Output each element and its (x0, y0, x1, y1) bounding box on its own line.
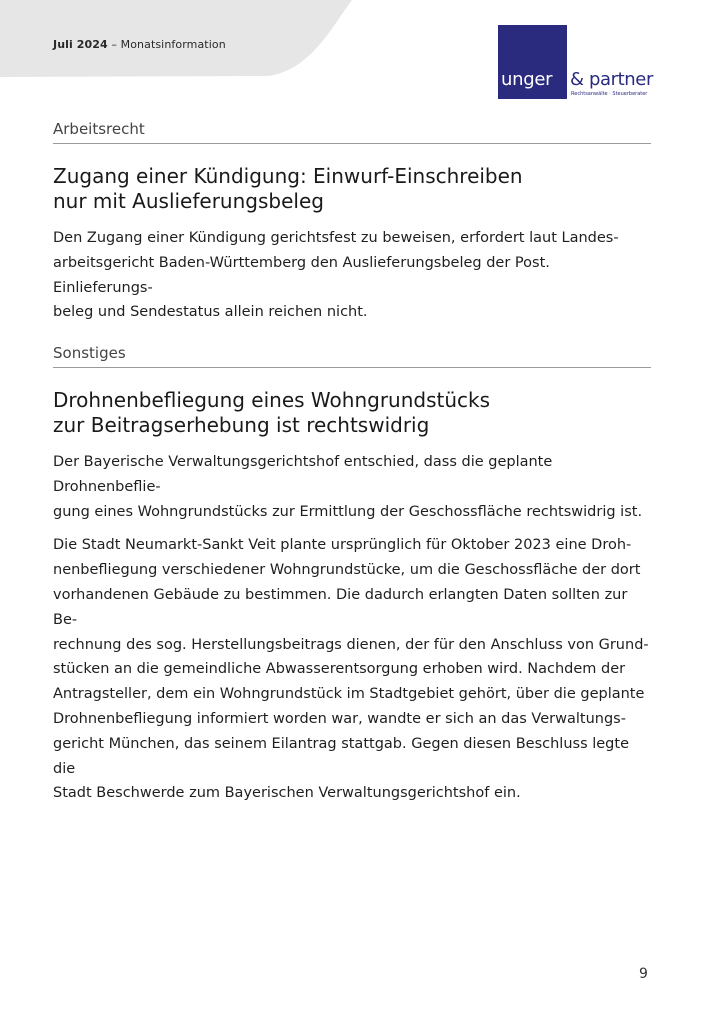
article-paragraph: Den Zugang einer Kündigung gerichtsfest zu beweisen, erfordert laut Landes- arbeitsgericht Baden-Württemberg den Auslieferungsbeleg der Post. Einlieferungs- beleg und Sendestatus allein reichen nicht. (53, 230, 619, 321)
company-logo (498, 25, 658, 101)
logo-name-left: unger (501, 69, 553, 90)
issue-date: Juli 2024 (53, 38, 108, 51)
article-paragraph: Der Bayerische Verwaltungsgerichtshof entschied, dass die geplante Drohnenbeflie- gung eines Wohngrundstücks zur Ermittlung der Geschossfläche rechtswidrig ist. (53, 454, 643, 520)
section-label: Arbeitsrecht (53, 120, 651, 144)
article-paragraph: Die Stadt Neumarkt-Sankt Veit plante ursprünglich für Oktober 2023 eine Droh- nenbefliegung verschiedener Wohngrundstücke, um die Geschossfläche der dort vorhandenen Gebäude zu bestimmen. Die dadurch erlangten Daten sollten zur Be- rechnung des sog. Herstellungsbeitrags dienen, der für den Anschluss von Grund- stücken an die gemeindliche Abwasserentsorgung erhoben wird. Nachdem der Antragsteller, dem ein Wohngrundstück im Stadtgebiet gehört, über die geplante Drohnenbefliegung informiert worden war, wandte er sich an das Verwaltungs- gericht München, das seinem Eilantrag stattgab. Gegen diesen Beschluss legte die Stadt Beschwerde zum Bayerischen Verwaltungsgerichtshof ein. (53, 537, 649, 802)
logo-tagline: Rechtsanwälte · Steuerberater (571, 91, 648, 97)
section-sonstiges (53, 344, 651, 806)
issue-title: – Monatsinformation (107, 38, 226, 51)
section-label: Sonstiges (53, 344, 651, 368)
logo-box (498, 25, 567, 99)
page-number: 9 (639, 966, 648, 982)
article-headline: Zugang einer Kündigung: Einwurf-Einschreiben nur mit Auslieferungsbeleg (53, 164, 523, 213)
article-headline: Drohnenbefliegung eines Wohngrundstücks zur Beitragserhebung ist rechtswidrig (53, 388, 491, 437)
issue-header (53, 38, 226, 51)
logo-name-right: & partner (570, 69, 653, 90)
section-arbeitsrecht (53, 120, 651, 325)
